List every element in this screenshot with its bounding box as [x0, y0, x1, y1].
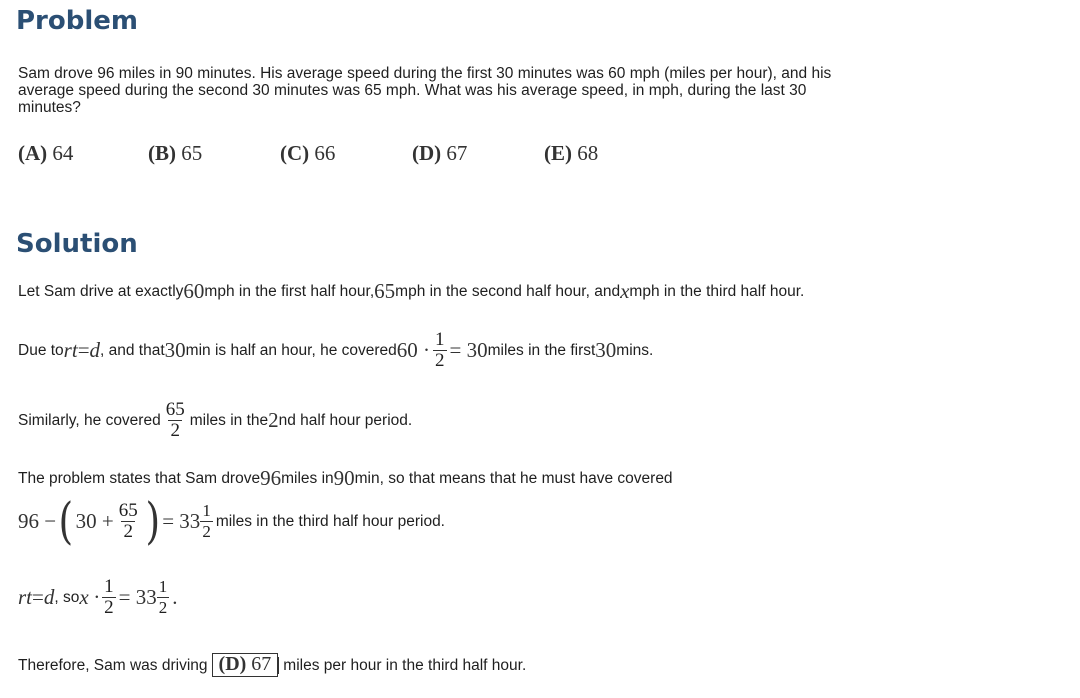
boxed-answer: (D) 67	[212, 653, 279, 677]
fraction-65-halves: $\frac{65}{2}$	[165, 399, 185, 441]
problem-text-line-3: minutes?	[18, 99, 81, 116]
choice-a: (A) 64	[18, 141, 74, 165]
solution-conclusion: Therefore, Sam was driving (D) 67 miles per hour in the third half hour.	[18, 653, 527, 675]
solution-heading: Solution	[16, 229, 138, 259]
mixed-fraction-half-2: $\frac{1}{2}$	[158, 577, 168, 617]
solution-sentence-4: The problem states that Sam drove 96 miles in 90 min, so that means that he must have covered	[18, 466, 673, 490]
fraction-one-half-2: $\frac{1}{2}$	[104, 576, 114, 618]
problem-heading: Problem	[16, 6, 138, 36]
fraction-65-halves-2: $\frac{65}{2}$	[118, 499, 138, 542]
boxed-answer-divider: miles per hour in the third half hour.	[278, 657, 526, 674]
mixed-fraction-half: $\frac{1}{2}$	[202, 500, 211, 541]
choice-d: (D) 67	[412, 141, 468, 165]
problem-text-line-1: Sam drove 96 miles in 90 minutes. His average speed during the first 30 minutes was 60 mph (miles per hour), and his	[18, 65, 832, 82]
choice-e: (E) 68	[544, 141, 599, 165]
solution-equation-1: 96 − ( 30 + $\frac{65}{2}$ ) = 33 $\frac{1}{2}$ miles in the third half hour period.	[18, 492, 445, 550]
solution-sentence-2: Due to rt = d , and that 30 min is half an hour, he covered 60 · $\frac{1}{2}$ = 30 miles in the first 30 mins.	[18, 329, 654, 371]
solution-sentence-1: Let Sam drive at exactly 60 mph in the first half hour, 65 mph in the second half hour, and x mph in the third half hour.	[18, 279, 805, 303]
fraction-one-half: $\frac{1}{2}$	[435, 329, 445, 371]
choice-b: (B) 65	[148, 141, 203, 165]
choice-c: (C) 66	[280, 141, 336, 165]
problem-text-line-2: average speed during the second 30 minutes was 65 mph. What was his average speed, in mph, during the last 30	[18, 82, 807, 99]
solution-sentence-3: Similarly, he covered $\frac{65}{2}$ miles in the 2 nd half hour period.	[18, 399, 413, 441]
solution-equation-2: rt = d , so x · $\frac{1}{2}$ = 33 $\frac{1}{2}$ .	[18, 576, 178, 618]
